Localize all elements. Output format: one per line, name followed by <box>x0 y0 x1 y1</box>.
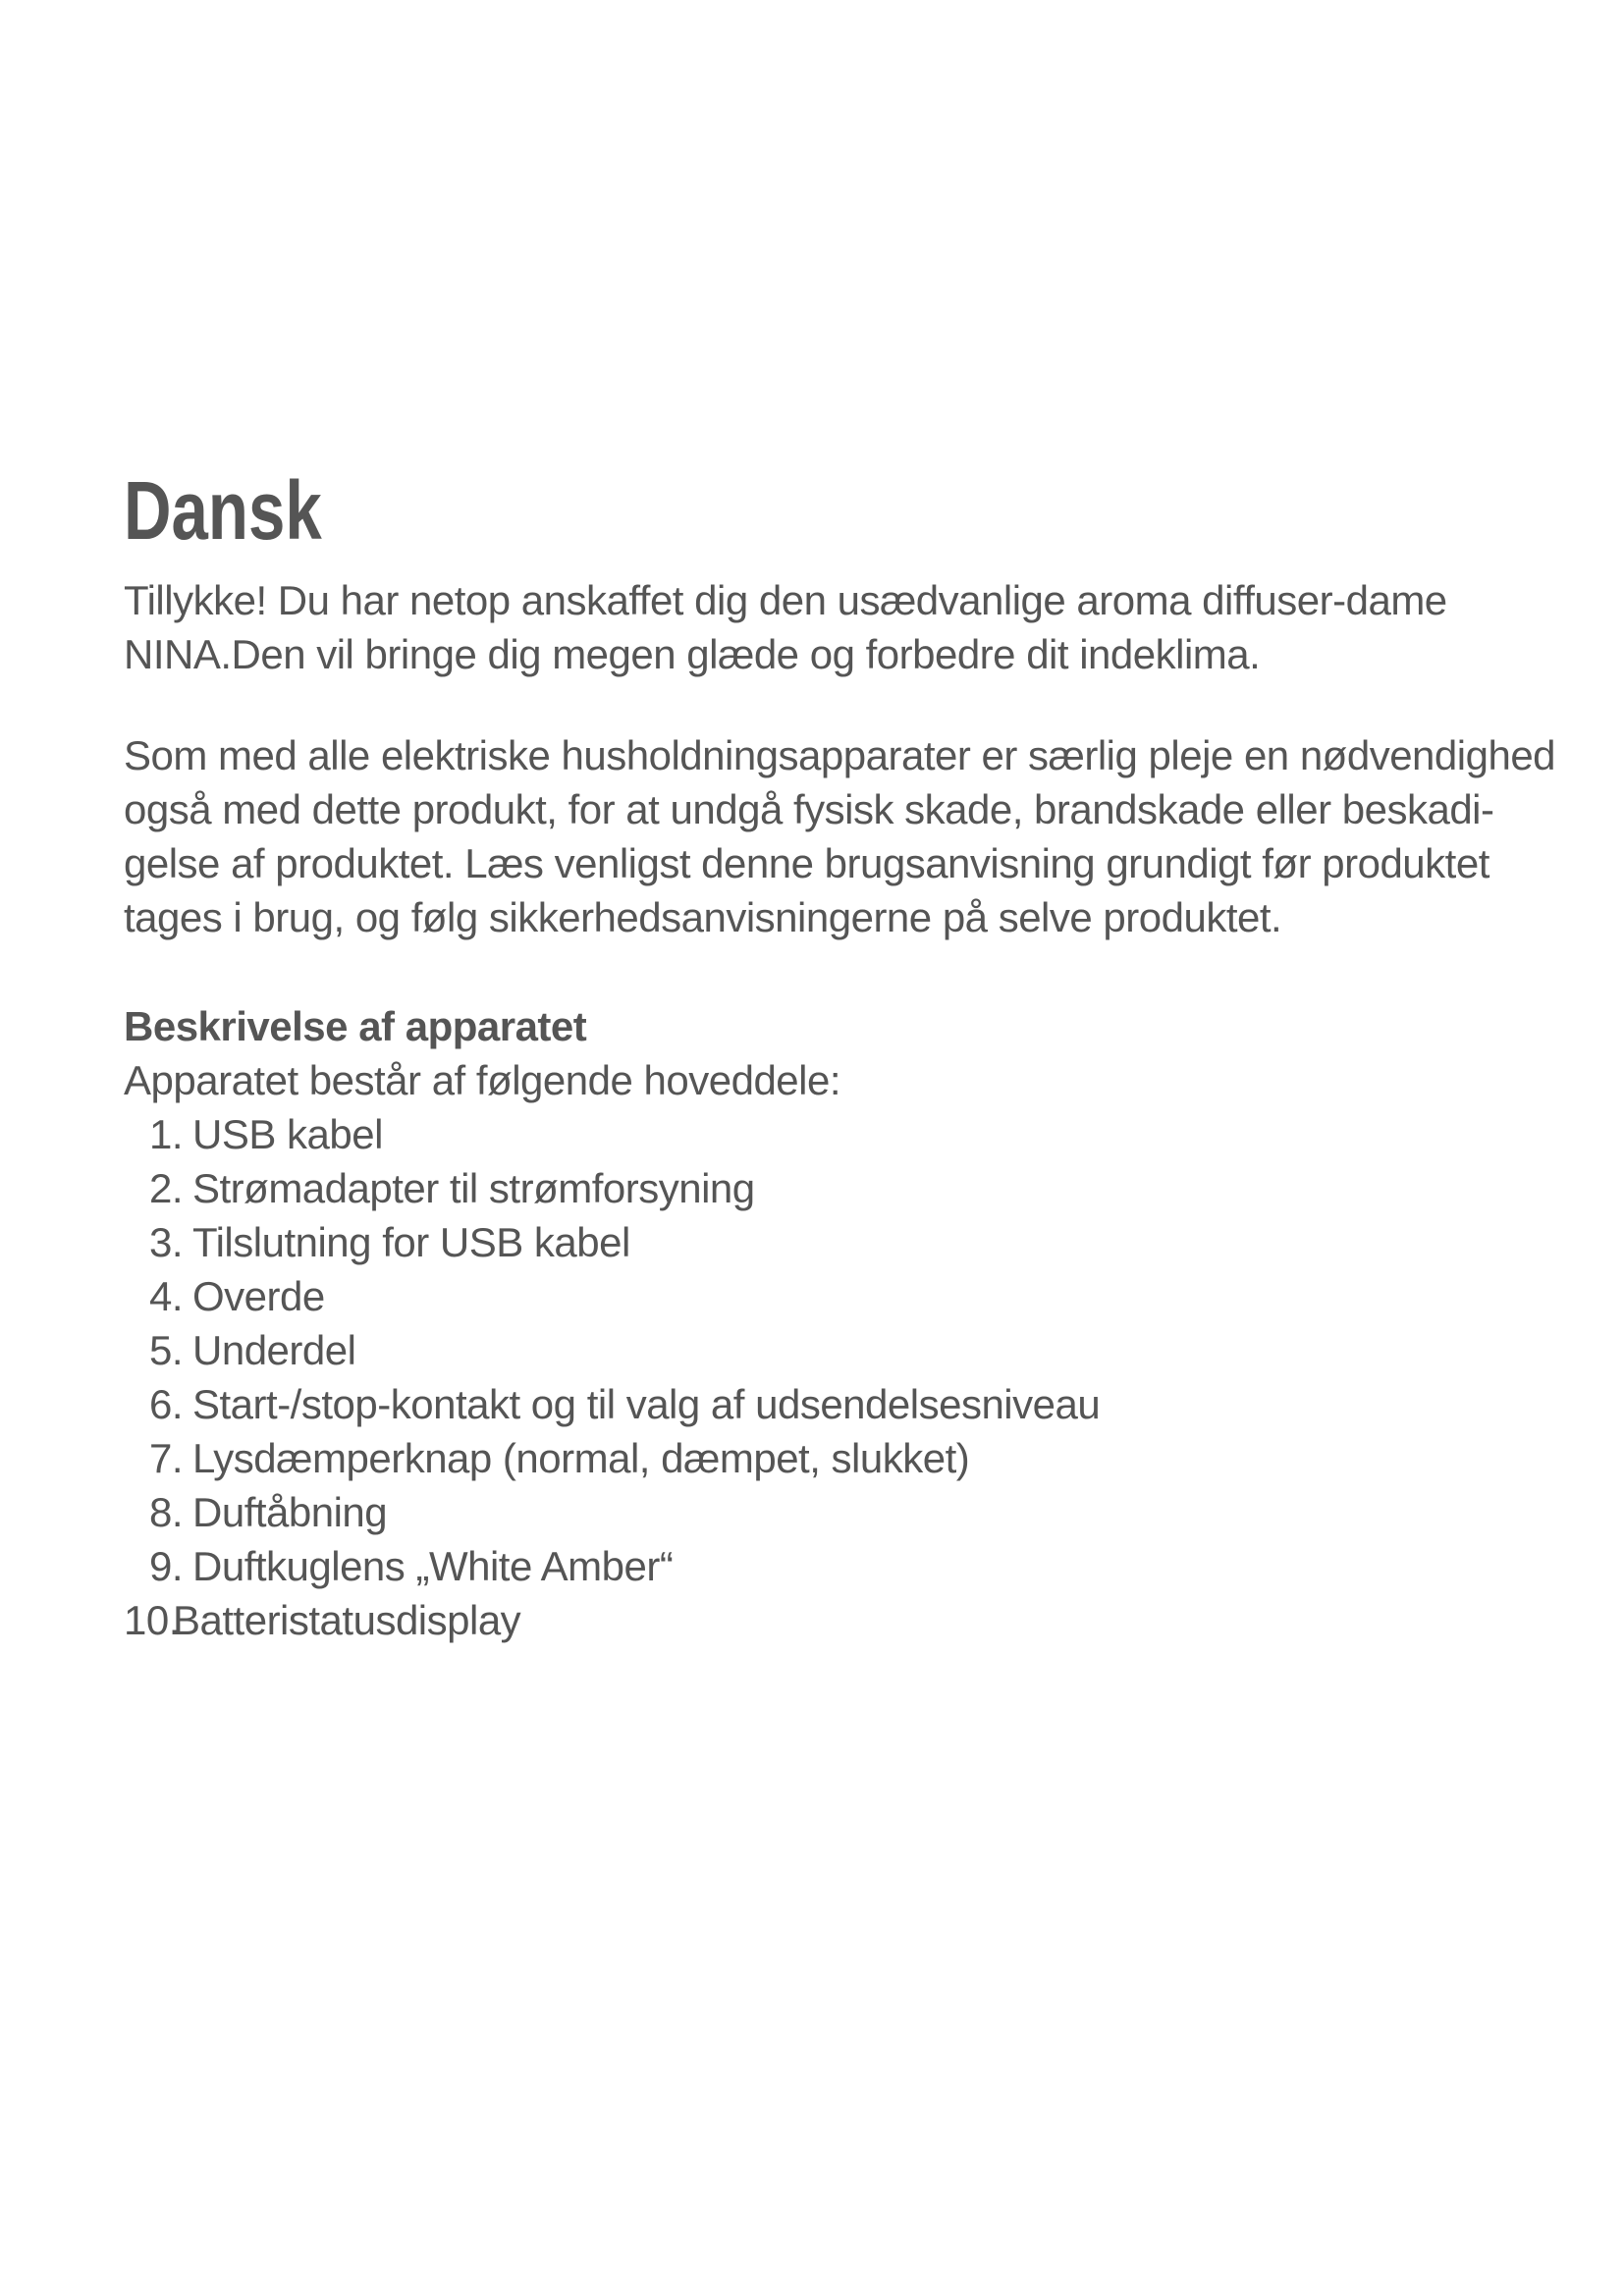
page-title: Dansk <box>124 464 322 557</box>
section-heading: Beskrivelse af apparatet <box>124 1003 587 1049</box>
list-item-label: Underdel <box>192 1327 356 1373</box>
list-item-label: Batteristatusdisplay <box>173 1597 521 1643</box>
list-item-number: 3. <box>148 1219 183 1265</box>
care-line: Som med alle elektriske husholdningsapparater er særlig pleje en nødvendighed <box>124 732 1556 778</box>
list-item-number: 2. <box>148 1165 183 1211</box>
care-line: gelse af produktet. Læs venligst denne brugsanvisning grundigt før produktet <box>124 840 1489 886</box>
list-item-number: 9. <box>148 1543 183 1589</box>
care-line: også med dette produkt, for at undgå fysisk skade, brandskade eller beskadi- <box>124 786 1494 832</box>
list-item-number: 6. <box>148 1381 183 1427</box>
list-item-label: Duftåbning <box>192 1489 388 1535</box>
list-item-number: 1. <box>148 1111 183 1157</box>
list-item <box>124 1269 1410 1323</box>
list-item-label: Start-/stop-kontakt og til valg af udsendelsesniveau <box>192 1381 1101 1427</box>
list-item-label: USB kabel <box>192 1111 383 1157</box>
list-item-number: 10. <box>124 1597 180 1643</box>
list-item-number: 4. <box>148 1273 183 1319</box>
care-paragraph <box>124 728 1556 944</box>
intro-paragraph <box>124 573 1447 681</box>
care-line: tages i brug, og følg sikkerhedsanvisningerne på selve produktet. <box>124 894 1282 940</box>
list-item-label: Duftkuglens „White Amber“ <box>192 1543 674 1589</box>
section-subtitle: Apparatet består af følgende hoveddele: <box>124 1057 841 1103</box>
list-item-label: Strømadapter til strømforsyning <box>192 1165 755 1211</box>
intro-line: NINA.Den vil bringe dig megen glæde og forbedre dit indeklima. <box>124 631 1261 677</box>
manual-page <box>124 461 1556 1647</box>
list-item <box>124 1323 1410 1377</box>
list-item <box>124 1431 1410 1485</box>
list-item-label: Lysdæmperknap (normal, dæmpet, slukket) <box>192 1435 970 1481</box>
list-item-number: 8. <box>148 1489 183 1535</box>
list-item-number: 5. <box>148 1327 183 1373</box>
list-item <box>124 1215 1410 1269</box>
list-item-label: Overde <box>192 1273 325 1319</box>
list-item <box>124 1107 1410 1161</box>
parts-list <box>124 1107 1410 1647</box>
list-item <box>124 1539 1410 1593</box>
list-item <box>124 1485 1410 1539</box>
list-item <box>124 1593 1410 1647</box>
list-item <box>124 1377 1410 1431</box>
intro-line: Tillykke! Du har netop anskaffet dig den usædvanlige aroma diffuser-dame <box>124 577 1447 623</box>
list-item-number: 7. <box>148 1435 183 1481</box>
list-item-label: Tilslutning for USB kabel <box>192 1219 630 1265</box>
list-item <box>124 1161 1410 1215</box>
